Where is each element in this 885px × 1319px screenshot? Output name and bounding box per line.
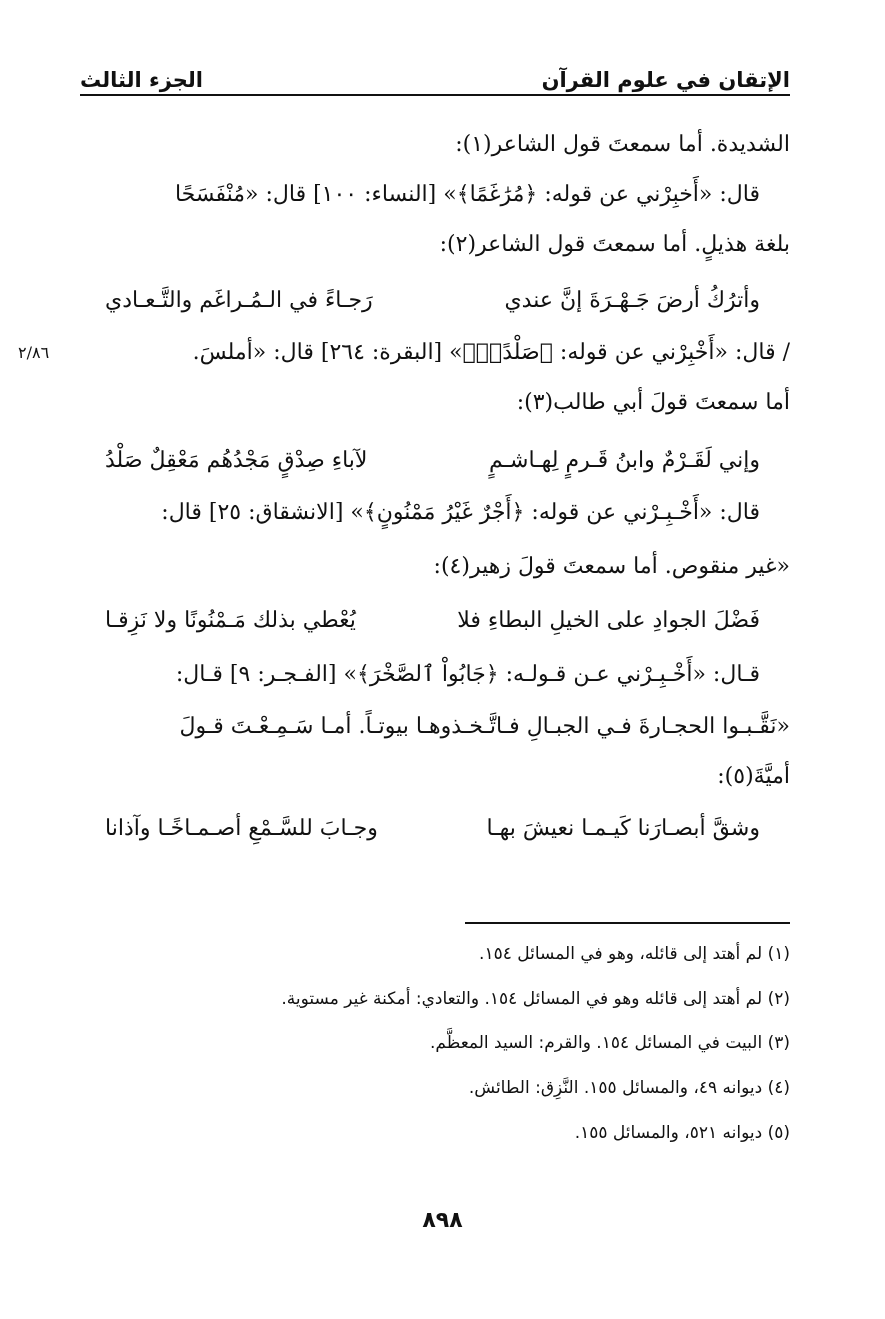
text-line: «غير منقوص. أما سمعتَ قولَ زهير(٤): xyxy=(433,554,790,579)
verse-first-hemistich: وإني لَقَـرْمٌ وابنُ قَـرمٍ لِهـاشـمٍ xyxy=(488,448,760,473)
footnote: (٣) البيت في المسائل ١٥٤. والقرم: السيد المعظَّم. xyxy=(430,1033,790,1053)
poetry-verse xyxy=(105,606,760,636)
text-line: أميَّةَ(٥): xyxy=(717,764,790,789)
verse-second-hemistich: وجـابَ للسَّـمْعِ أصـمـاخًـا وآذانا xyxy=(105,816,378,841)
volume-label: الجزء الثالث xyxy=(80,68,203,92)
running-header xyxy=(80,52,790,92)
page-number: ٨٩٨ xyxy=(422,1208,463,1233)
text-line: / قال: «أَخْبِرْني عن قوله: ﴿صَلْدًاۖ﴾» [البقرة: ٢٦٤] قال: «أملسَ. xyxy=(192,340,790,365)
footnote: (٢) لم أهتد إلى قائله وهو في المسائل ١٥٤. والتعادي: أمكنة غير مستوية. xyxy=(281,989,790,1009)
poetry-verse xyxy=(105,286,760,316)
margin-reference: ٢/٨٦ xyxy=(18,343,50,362)
text-line: بلغة هذيلٍ. أما سمعتَ قول الشاعر(٢): xyxy=(439,232,790,257)
verse-first-hemistich: وأترُكُ أرضَ جَـهْـرَةَ إنَّ عندي xyxy=(504,288,760,313)
text-line: قال: «أَخْـبِـرْني عن قوله: ﴿أَجْرٌ غَيْرُ مَمْنُونٍ﴾» [الانشقاق: ٢٥] قال: xyxy=(161,500,760,525)
text-line: «نَقَّـبـوا الحجـارةَ فـي الجبـالِ فـاتَّـخـذوهـا بيوتـاً. أمـا سَـمِـعْـتَ قـولَ xyxy=(179,714,790,739)
poetry-verse xyxy=(105,446,760,476)
poetry-verse xyxy=(105,814,760,844)
text-line: أما سمعتَ قولَ أبي طالب(٣): xyxy=(516,390,790,415)
verse-first-hemistich: فَضْلَ الجوادِ على الخيلِ البطاءِ فلا xyxy=(457,608,760,633)
footnote-divider xyxy=(465,922,790,924)
footnote: (١) لم أهتد إلى قائله، وهو في المسائل ١٥٤. xyxy=(479,944,790,964)
verse-second-hemistich: لآباءِ صِدْقٍ مَجْدُهُم مَعْقِلٌ صَلْدُ xyxy=(105,448,368,473)
text-line: قال: «أَخبِرْني عن قوله: ﴿مُرَٰغَمًا﴾» [النساء: ١٠٠] قال: «مُنْفَسَحًا xyxy=(174,182,760,207)
verse-second-hemistich: يُعْطي بذلك مَـمْنُونًا ولا نَزِقـا xyxy=(105,608,356,633)
text-line: قـال: «أَخْـبِـرْني عـن قـولـه: ﴿جَابُواْ ٱلصَّخْرَ﴾» [الفـجـر: ٩] قـال: xyxy=(175,662,760,687)
header-divider xyxy=(80,94,790,96)
book-title: الإتقان في علوم القرآن xyxy=(541,68,790,92)
verse-second-hemistich: رَجـاءً في الـمُـراغَم والتَّـعـادي xyxy=(105,288,373,313)
footnote: (٤) ديوانه ٤٩، والمسائل ١٥٥. النَّزِق: الطائش. xyxy=(468,1078,790,1098)
text-line: الشديدة. أما سمعتَ قول الشاعر(١): xyxy=(455,132,790,157)
verse-first-hemistich: وشقَّ أبصـارَنا كَيـمـا نعيشَ بهـا xyxy=(486,816,760,841)
footnote: (٥) ديوانه ٥٢١، والمسائل ١٥٥. xyxy=(574,1123,790,1143)
